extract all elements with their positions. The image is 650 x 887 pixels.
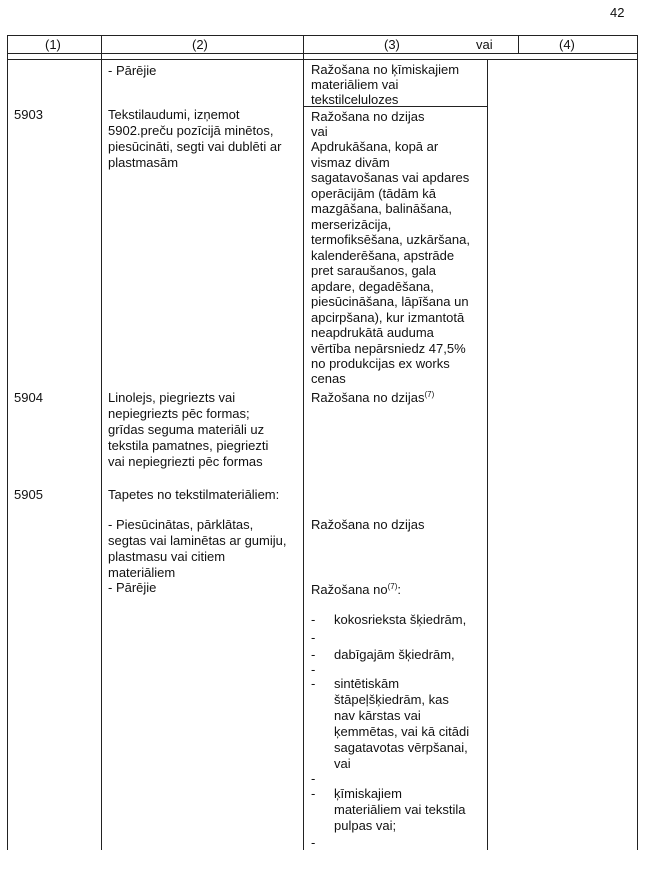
row5903-rule-line7: mazgāšana, balināšana, — [311, 201, 452, 216]
row5903-rule-line18: cenas — [311, 371, 346, 386]
list-dash: - — [311, 786, 316, 801]
row5904-desc-line1: Linolejs, piegriezts vai — [108, 390, 236, 405]
row5903-rule-line12: apdare, degadēšana, — [311, 279, 434, 294]
row5905-sub1-line4: materiāliem — [108, 565, 176, 580]
row5904-code: 5904 — [14, 390, 43, 405]
row5903-rule-line14: apcirpšana), kur izmantotā — [311, 310, 465, 325]
list-item-synthetic-line3: nav kārstas vai — [334, 708, 421, 723]
list-item-synthetic-line2: štāpeļšķiedrām, kas — [334, 692, 449, 707]
list-item-coconut: kokosrieksta šķiedrām, — [334, 612, 467, 627]
row5905-sub2: - Pārējie — [108, 580, 157, 595]
list-item-chemical-line2: materiāliem vai tekstila — [334, 802, 466, 817]
list-item-natural: dabīgajām šķiedrām, — [334, 647, 455, 662]
row5903-rule-line5: sagatavošanas vai apdares — [311, 170, 470, 185]
row5903-rule-line2: vai — [311, 124, 328, 139]
header-col4: (4) — [559, 37, 575, 52]
row5905-sub1-line1: - Piesūcinātas, pārklātas, — [108, 517, 254, 532]
list-item-chemical-line3: pulpas vai; — [334, 818, 397, 833]
row5903-desc-line2: 5902.preču pozīcijā minētos, — [108, 123, 274, 138]
col3-separator-body — [487, 59, 488, 850]
row5904-desc-line2: nepiegriezts pēc formas; — [108, 406, 250, 421]
col1-separator — [101, 35, 102, 850]
row5905-sub1-rule: Ražošana no dzijas — [311, 517, 425, 532]
list-dash: - — [311, 835, 316, 850]
row0-rule-line1: Ražošana no ķīmiskajiem — [311, 62, 460, 77]
row0-rule-line2: materiāliem vai — [311, 77, 399, 92]
row5903-rule-line3: Apdrukāšana, kopā ar — [311, 139, 439, 154]
row5904-rule-text: Ražošana no dzijas — [311, 390, 425, 405]
row5905-sub1-line3: plastmasu vai citiem — [108, 549, 226, 564]
list-dash: - — [311, 771, 316, 786]
row0-rule-line3: tekstilcelulozes — [311, 92, 399, 107]
row5904-desc-line3: grīdas seguma materiāli uz — [108, 422, 265, 437]
table-left-border — [7, 35, 8, 850]
list-dash: - — [311, 612, 316, 627]
row5905-desc-title: Tapetes no tekstilmateriāliem: — [108, 487, 280, 502]
table-right-border — [637, 35, 638, 850]
list-item-chemical-line1: ķīmiskajiem — [334, 786, 402, 801]
row5904-rule-footnote: (7) — [424, 390, 435, 399]
row5903-rule-line6: operācijām (tādām kā — [311, 186, 436, 201]
header-vai: vai — [476, 37, 493, 52]
row5903-rule-line15: neapdrukātā auduma — [311, 325, 434, 340]
row0-desc: - Pārējie — [108, 63, 157, 78]
row5903-desc-line1: Tekstilaudumi, izņemot — [108, 107, 240, 122]
row5905-sub2-footnote: (7) — [387, 582, 398, 591]
row5903-desc-line3: piesūcināti, segti vai dublēti ar — [108, 139, 282, 154]
row5905-sub2-colon: : — [397, 582, 402, 597]
col2-separator — [303, 35, 304, 850]
row5903-rule-line13: piesūcināšana, lāpīšana un — [311, 294, 469, 309]
row5903-desc-line4: plastmasām — [108, 155, 179, 170]
list-dash: - — [311, 647, 316, 662]
row5903-rule-line9: termofiksēšana, uzkāršana, — [311, 232, 470, 247]
row5903-rule-line1: Ražošana no dzijas — [311, 109, 425, 124]
list-dash: - — [311, 662, 316, 677]
list-item-synthetic-line1: sintētiskām — [334, 676, 400, 691]
list-item-synthetic-line4: ķemmētas, vai kā citādi — [334, 724, 470, 739]
row5905-code: 5905 — [14, 487, 43, 502]
row5903-rule-line11: pret saraušanos, gala — [311, 263, 437, 278]
page-number: 42 — [610, 5, 625, 20]
header-col3: (3) — [384, 37, 400, 52]
list-item-synthetic-line5: sagatavotas vērpšanai, — [334, 740, 468, 755]
row5903-rule-line4: vismaz divām — [311, 155, 390, 170]
list-dash: - — [311, 676, 316, 691]
row5903-code: 5903 — [14, 107, 43, 122]
list-item-synthetic-line6: vai — [334, 756, 351, 771]
row5903-rule-line16: vērtība nepārsniedz 47,5% — [311, 341, 466, 356]
row5903-rule-line8: merserizācija, — [311, 217, 392, 232]
row5903-rule-line17: no produkcijas ex works — [311, 356, 450, 371]
row5903-rule-line10: kalenderēšana, apstrāde — [311, 248, 455, 263]
col3-separator-header — [518, 35, 519, 53]
list-dash: - — [311, 630, 316, 645]
row5905-sub2-rule-text: Ražošana no — [311, 582, 388, 597]
row5904-rule — [311, 390, 434, 406]
row5904-desc-line4: tekstila pamatnes, piegriezti — [108, 438, 269, 453]
header-col2: (2) — [192, 37, 208, 52]
row5905-sub1-line2: segtas vai laminētas ar gumiju, — [108, 533, 287, 548]
row5905-sub2-rule — [311, 582, 401, 598]
row5904-desc-line5: vai nepiegriezti pēc formas — [108, 454, 263, 469]
header-col1: (1) — [45, 37, 61, 52]
